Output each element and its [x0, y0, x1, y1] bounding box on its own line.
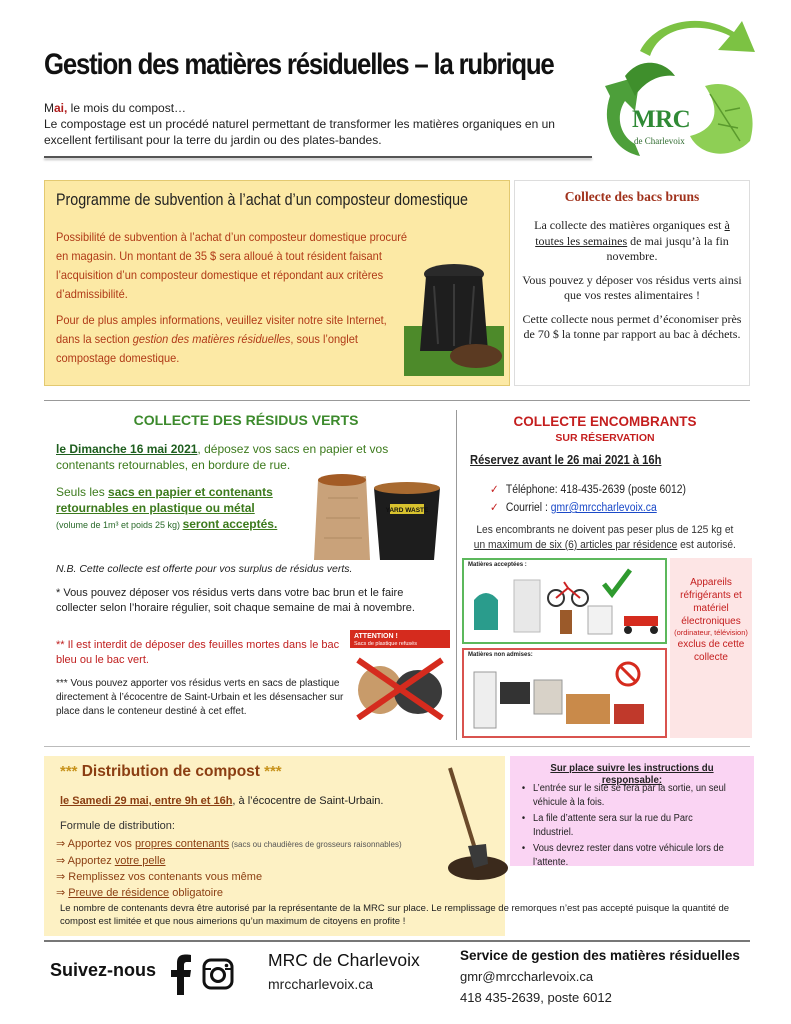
checkmark-icon: ✓	[490, 484, 499, 496]
green-p2-b: sacs en papier et contenants retournables en plastique ou métal	[56, 485, 273, 515]
bulky-subtitle: SUR RÉSERVATION	[555, 432, 655, 444]
item1-a: ⇒ Apportez vos	[56, 838, 135, 850]
green-p1-rest: , déposez vos sacs en papier et vos contenants retournables, en bordure de rue.	[56, 442, 389, 472]
compost-item-3: ⇒ Remplissez vos contenants vous même	[56, 871, 263, 883]
accepted-items-image	[462, 558, 667, 644]
composter-image	[404, 256, 504, 376]
item4-u: Preuve de résidence	[68, 887, 170, 899]
intro-divider	[44, 156, 592, 158]
subsidy-p2-b: , sous l’onglet compostage domestique.	[56, 332, 358, 365]
page-title: Gestion des matières résiduelles – la rubrique	[44, 48, 554, 81]
compost-date	[60, 795, 383, 807]
compost-title	[60, 763, 282, 781]
refused-items-drawing	[464, 650, 665, 736]
logo-subtitle: de Charlevoix	[634, 136, 685, 146]
yard-waste-label: YARD WASTE	[385, 507, 429, 514]
green-p2-small: (volume de 1m³ et poids 25 kg)	[56, 520, 183, 530]
green-note2: ** Il est interdit de déposer des feuilles mortes dans le bac bleu ou le bac vert.	[56, 639, 340, 666]
compost-item-4	[56, 885, 402, 901]
green-p2	[56, 484, 306, 533]
green-p2-c: seront acceptés.	[182, 517, 278, 531]
instruction-item: • L’entrée sur le site se fera par la sortie, un seul véhicule à la fois.	[520, 782, 734, 809]
instructions-title: Sur place suivre les instructions du responsable:	[550, 762, 714, 786]
compost-item-1	[56, 836, 402, 853]
item4-a: ⇒	[56, 887, 69, 899]
excluded-a: Appareils réfrigérants et matériel électroniques	[680, 577, 742, 627]
bulky-note-a: Les encombrants ne doivent pas peser plus de 125 kg et	[476, 524, 734, 536]
item2-a: ⇒ Apportez	[56, 855, 115, 867]
instagram-icon[interactable]	[202, 958, 234, 990]
column-divider	[456, 410, 457, 740]
compost-list	[56, 836, 402, 901]
item4-b: obligatoire	[169, 887, 224, 899]
green-note3: *** Vous pouvez apporter vos résidus verts en sacs de plastique directement à l’écocentre de Saint-Urbain et les désensacher sur place dans le conteneur destiné à cet effet.	[56, 678, 344, 717]
accepted-label: Matières acceptées :	[468, 562, 527, 568]
checkmark-icon: ✓	[490, 502, 499, 514]
brown-bins-text	[520, 218, 744, 351]
subsidy-title: Programme de subvention à l’achat d’un composteur domestique	[56, 190, 468, 209]
refused-label: Matières non admises:	[468, 652, 533, 658]
attention-sub: Sacs de plastique refusés	[354, 641, 417, 647]
section-divider	[44, 400, 750, 401]
stars-right: ***	[264, 763, 282, 780]
brown-p2: Vous pouvez y déposer vos résidus verts ainsi que vos restes alimentaires !	[522, 272, 742, 302]
bulky-email-label: Courriel :	[505, 502, 551, 514]
brown-p1	[520, 218, 744, 265]
bulky-title: COLLECTE ENCOMBRANTS	[513, 414, 697, 429]
bulky-note-u: un maximum de six (6) articles par résidence	[473, 539, 678, 551]
brown-p3: Cette collecte nous permet d’économiser près de 70 $ la tonne par rapport au bac à déchets.	[522, 311, 742, 341]
bulky-note-b: est autorisé.	[677, 539, 736, 551]
follow-us-label: Suivez-nous	[50, 960, 157, 980]
bulky-phone-row	[490, 481, 686, 499]
subsidy-p2-em: gestion des matières résiduelles	[132, 332, 291, 346]
plastic-bags-refused-image	[350, 630, 450, 720]
refused-items-image	[462, 648, 667, 738]
bulky-note	[470, 523, 740, 553]
service-phone: 418 435-2639, poste 6012	[460, 990, 612, 1005]
compost-footer: Le nombre de contenants devra être autorisé par la représentante de la MRC sur place. Le remplissage de remorques n’est pas accepté puisque la quantité de compost est limitée et que nous aimerions qu’un maximum de citoyens en profite !	[60, 903, 730, 927]
intro-lead-red: ai,	[54, 101, 68, 115]
footer-divider	[44, 940, 750, 942]
green-nb: N.B. Cette collecte est offerte pour vos surplus de résidus verts.	[56, 563, 353, 575]
compost-item-2	[56, 853, 402, 869]
bulky-email-row	[490, 499, 686, 517]
section-divider-2	[44, 746, 750, 747]
instruction-item: • Vous devrez rester dans votre véhicule lors de l’attente.	[520, 842, 734, 869]
bulky-contact-list	[490, 481, 686, 517]
green-p2-a: Seuls les	[56, 485, 109, 499]
stars-left: ***	[60, 763, 78, 780]
green-date: le Dimanche 16 mai 2021	[56, 442, 198, 456]
subsidy-p1: Possibilité de subvention à l’achat d’un composteur domestique procuré en magasin. Un montant de 35 $ sera alloué à tout résident faisant l’acquisition d’un composteur domestique et répondant aux critères d’admissibilité.	[56, 230, 408, 301]
intro-paragraph	[44, 100, 604, 148]
bulky-phone: Téléphone: 418-435-2639 (poste 6012)	[505, 484, 686, 496]
green-note1: * Vous pouvez déposer vos résidus verts dans votre bac brun et le faire collecter selon l’horaire régulier, soit chaque semaine de mai à novembre.	[56, 587, 415, 614]
intro-lead-plain: M	[44, 101, 54, 115]
shovel-image	[430, 760, 510, 880]
compost-formula: Formule de distribution:	[60, 820, 175, 832]
compost-title-text: Distribution de compost	[81, 763, 260, 780]
mrc-url-link[interactable]: mrccharlevoix.ca	[268, 976, 374, 992]
facebook-icon[interactable]	[170, 953, 192, 995]
excluded-b: exclus de cette collecte	[677, 639, 745, 663]
compost-date-rest: , à l’écocentre de Saint-Urbain.	[232, 795, 384, 807]
intro-lead-rest: le mois du compost…	[67, 101, 187, 115]
yard-waste-bags-image	[308, 468, 448, 564]
green-title: COLLECTE DES RÉSIDUS VERTS	[133, 412, 359, 428]
accepted-items-drawing	[464, 560, 665, 642]
service-email-link[interactable]: gmr@mrccharlevoix.ca	[460, 969, 594, 984]
item1-u: propres contenants	[134, 838, 230, 850]
item2-u: votre pelle	[114, 855, 166, 867]
brown-p1-u: à toutes les semaines	[535, 218, 730, 248]
compost-date-strong: le Samedi 29 mai, entre 9h et 16h	[60, 795, 233, 807]
attention-title: ATTENTION !	[354, 633, 398, 640]
logo-name: MRC	[632, 106, 691, 133]
excluded-items-note	[670, 558, 752, 738]
excluded-small: (ordinateur, télévision)	[674, 628, 748, 637]
instruction-item: • La file d’attente sera sur la rue du Parc Industriel.	[520, 812, 734, 839]
subsidy-p2-a: Pour de plus amples informations, veuillez visiter notre site Internet, dans la section	[56, 313, 387, 346]
item1-small: (sacs ou chaudières de grosseurs raisonnables)	[229, 840, 402, 849]
brown-bins-title: Collecte des bacs bruns	[564, 189, 700, 204]
bulky-reserve: Réservez avant le 26 mai 2021 à 16h	[470, 452, 662, 467]
instructions-list	[520, 782, 734, 872]
brown-p1-a: La collecte des matières organiques est	[534, 218, 725, 232]
subsidy-p2	[56, 311, 396, 368]
service-title: Service de gestion des matières résiduelles	[460, 948, 740, 963]
intro-body: Le compostage est un procédé naturel permettant de transformer les matières organiques en un excellent fertilisant pour la terre du jardin ou des plates-bandes.	[44, 117, 555, 147]
brown-p1-b: de mai jusqu’à la fin novembre.	[606, 233, 729, 263]
mrc-name: MRC de Charlevoix	[268, 950, 420, 970]
bulky-email-link[interactable]: gmr@mrccharlevoix.ca	[550, 502, 657, 514]
